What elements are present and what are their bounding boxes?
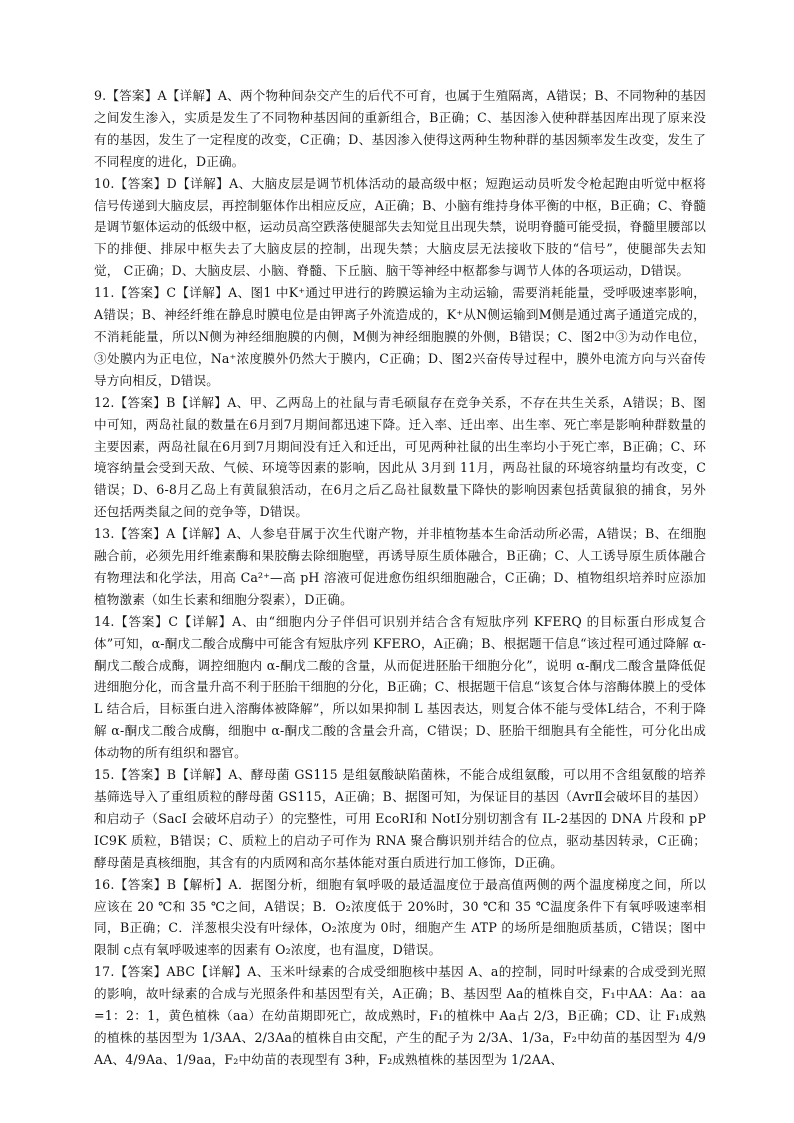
answer-item-11: 11.【答案】C【详解】A、图1 中K⁺通过甲进行的跨膜运输为主动运输，需要消耗能量，受呼吸速率影响，A错误；B、神经纤维在静息时膜电位是由钾离子外流造成的，K⁺从N侧运输到M侧是通过离子通道完成的，不消耗能量，所以N侧为神经细胞膜的内侧，M侧为神经细胞膜的外侧，B错误；C、图2中③为动作电位，③处膜内为正电位，Na⁺浓度膜外仍然大于膜内，C正确；D、图2兴奋传导过程中，膜外电流方向与兴奋传导方向相反，D错误。 [94, 285, 706, 388]
answer-item-14: 14.【答案】C【详解】A、由“细胞内分子伴侣可识别并结合含有短肽序列 KFERQ 的目标蛋白形成复合体”可知，α-酮戊二酸合成酶中可能含有短肽序列 KFERO，A正确；B、根据题干信息“该过程可通过降解 α-酮戊二酸合成酶，调控细胞内 α-酮戊二酸的含量，从而促进胚胎干细胞分化”，说明 α-酮戊二酸含量降低促进细胞分化，而含量升高不利于胚胎干细胞的分化，B正确；C、根据题干信息“该复合体与溶酶体膜上的受体 L 结合后，目标蛋白进入溶酶体被降解”，所以如果抑制 L 基因表达，则复合体不能与受体L结合，不利于降解 α-酮戊二酸合成酶，细胞中 α-酮戊二酸的含量会升高，C错误；D、胚胎干细胞具有全能性，可分化出成体动物的所有组织和器官。 [94, 613, 706, 761]
answer-item-13: 13.【答案】A【详解】A、人参皂苷属于次生代谢产物，并非植物基本生命活动所必需，A错误；B、在细胞融合前，必须先用纤维素酶和果胶酶去除细胞壁，再诱导原生质体融合，B正确；C、人工诱导原生质体融合有物理法和化学法，用高 Ca²⁺—高 pH 溶液可促进愈伤组织细胞融合，C正确；D、植物组织培养时应添加植物激素（如生长素和细胞分裂素），D正确。 [94, 526, 706, 607]
answer-item-17: 17.【答案】ABC【详解】A、玉米叶绿素的合成受细胞核中基因 A、a的控制，同时叶绿素的合成受到光照的影响，故叶绿素的合成与光照条件和基因型有关，A正确；B、基因型 Aa的植株自交，F₁中AA：Aa：aa=1：2：1，黄色植株（aa）在幼苗期即死亡，故成熟时，F₁的植株中 Aa占 2/3，B正确；CD、让 F₁成熟的植株的基因型为 1/3AA、2/3Aa的植株自由交配，产生的配子为 2/3A、1/3a，F₂中幼苗的基因型为 4/9AA、4/9Aa、1/9aa，F₂中幼苗的表现型有 3种，F₂成熟植株的基因型为 1/2AA、 [94, 964, 706, 1067]
answer-item-10: 10.【答案】D【详解】A、大脑皮层是调节机体活动的最高级中枢；短跑运动员听发令枪起跑由听觉中枢将信号传递到大脑皮层，再控制躯体作出相应反应，A正确；B、小脑有维持身体平衡的中枢，B正确；C、脊髓是调节躯体运动的低级中枢，运动员高空跌落使腿部失去知觉且出现失禁，说明脊髓可能受损，脊髓里腰部以下的排便、排尿中枢失去了大脑皮层的控制，出现失禁；大脑皮层无法接收下肢的“信号”，使腿部失去知觉， C正确；D、大脑皮层、小脑、脊髓、下丘脑、脑干等神经中枢都参与调节人体的各项运动，D错误。 [94, 175, 706, 279]
answer-item-16: 16.【答案】B【解析】A．据图分析，细胞有氧呼吸的最适温度位于最高值两侧的两个温度梯度之间，所以应该在 20 ℃和 35 ℃之间，A错误；B．O₂浓度低于 20%时，30 ℃和 35 ℃温度条件下有氧呼吸速率相同，B正确；C．洋葱根尖没有叶绿体，O₂浓度为 0时，细胞产生 ATP 的场所是细胞质基质，C错误；图中限制 c点有氧呼吸速率的因素有 O₂浓度，也有温度，D错误。 [94, 876, 706, 958]
answer-item-9: 9.【答案】A【详解】A、两个物种间杂交产生的后代不可育，也属于生殖隔离，A错误；B、不同物种的基因之间发生渗入，实质是发生了不同物种基因间的重新组合，B正确；C、基因渗入使种群基因库出现了原来没有的基因，发生了一定程度的改变，C正确；D、基因渗入使得这两种生物种群的基因频率发生改变，发生了不同程度的进化，D正确。 [94, 88, 706, 169]
answer-document [94, 85, 706, 1071]
answer-item-15: 15.【答案】B【详解】A、酵母菌 GS115 是组氨酸缺陷菌株，不能合成组氨酸，可以用不含组氨酸的培养基筛选导入了重组质粒的酵母菌 GS115，A正确；B、据图可知，为保证目的基因（AvrⅡ会破坏目的基因）和启动子（SacI 会破坏启动子）的完整性，可用 EcoRⅠ和 NotⅠ分别切割含有 IL-2基因的 DNA 片段和 pPIC9K 质粒，B错误；C、质粒上的启动子可作为 RNA 聚合酶识别并结合的位点，驱动基因转录，C正确；酵母菌是真核细胞，其含有的内质网和高尔基体能对蛋白质进行加工修饰，D正确。 [94, 767, 706, 870]
answer-item-12: 12.【答案】B【详解】A、甲、乙两岛上的社鼠与青毛硕鼠存在竞争关系，不存在共生关系，A错误；B、图中可知，两岛社鼠的数量在6月到7月期间都迅速下降。迁入率、迁出率、出生率、死亡率是影响种群数量的主要因素，两岛社鼠在6月到7月期间没有迁入和迁出，可见两种社鼠的出生率均小于死亡率，B正确；C、环境容纳量会受到天敌、气候、环境等因素的影响，因此从 3月到 11月，两岛社鼠的环境容纳量均有改变，C错误；D、6-8月乙岛上有黄鼠狼活动，在6月之后乙岛社鼠数量下降快的影响因素包括黄鼠狼的捕食，另外还包括两类鼠之间的竞争等，D错误。 [94, 394, 706, 520]
